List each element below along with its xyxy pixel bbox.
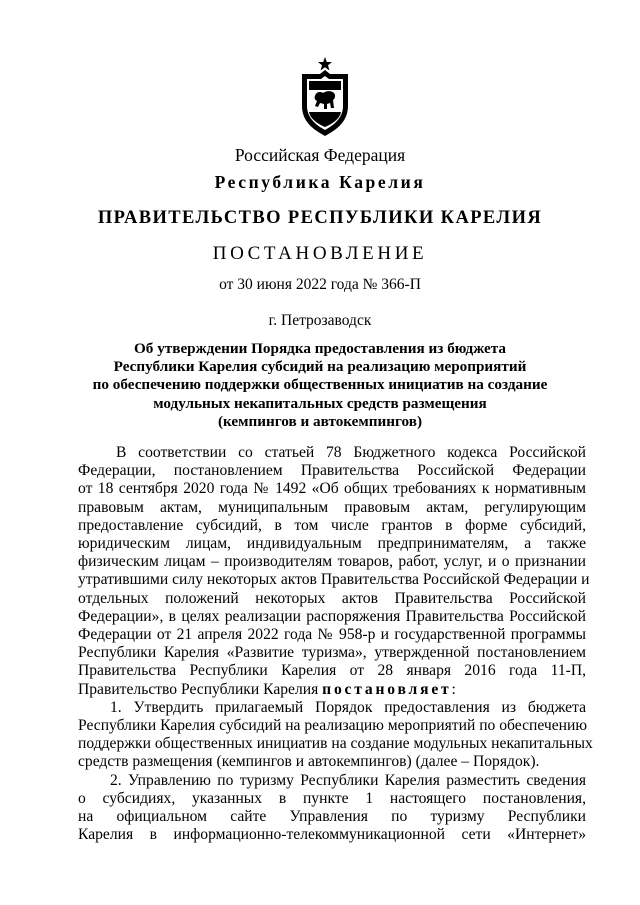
- item1-line: поддержки общественных инициатив на создание модульных некапитальных: [78, 735, 593, 753]
- preamble-line: утратившими силу некоторых актов Правительства Российской Федерации и: [78, 571, 590, 589]
- title-line: Об утверждении Порядка предоставления из бюджета: [133, 340, 507, 357]
- item1-line: Республики Карелия субсидий на реализацию мероприятий по обеспечению: [78, 717, 587, 735]
- preamble-line: Республики Карелия «Развитие туризма», утвержденной постановлением: [78, 644, 586, 662]
- document-title: [90, 340, 550, 431]
- document-type-heading: ПОСТАНОВЛЕНИЕ: [212, 243, 428, 264]
- federation-heading: Российская Федерация: [234, 145, 406, 165]
- preamble-line: правовым актам, муниципальным правовым актам, регулирующим: [78, 498, 586, 516]
- preamble-last-prefix: Правительство Республики Карелия: [78, 680, 319, 698]
- preamble-line: от 18 сентября 2020 года № 1492 «Об общих требованиях к нормативным: [78, 480, 586, 498]
- date-and-number: от 30 июня 2022 года № 366-П: [219, 276, 421, 293]
- resolves-colon: :: [451, 680, 456, 698]
- preamble-line: Федерации от 21 апреля 2022 года № 958-р и государственной программы: [78, 626, 586, 644]
- item1-line: средств размещения (кемпингов и автокемпингов) (далее – Порядок).: [78, 753, 540, 771]
- title-line: по обеспечению поддержки общественных инициатив на создание: [92, 376, 548, 394]
- title-line: (кемпингов и автокемпингов): [217, 412, 423, 430]
- preamble-line: В соответствии со статьей 78 Бюджетного кодекса Российской: [116, 444, 586, 461]
- government-heading: ПРАВИТЕЛЬСТВО РЕСПУБЛИКИ КАРЕЛИЯ: [97, 208, 543, 228]
- preamble-resolution-line: [78, 681, 586, 699]
- item1-line: 1. Утвердить прилагаемый Порядок предоставления из бюджета: [110, 698, 586, 716]
- karelia-coat-of-arms-emblem: [298, 56, 352, 138]
- item2-line: на официальном сайте Управления по туризму Республики: [78, 808, 586, 826]
- title-line: Республики Карелия субсидий на реализацию мероприятий: [113, 358, 527, 376]
- preamble-line: юридическим лицам, индивидуальным предпринимателям, а также: [78, 535, 586, 553]
- document-body: [78, 444, 593, 844]
- item2-line: о субсидиях, указанных в пункте 1 настоящего постановления,: [78, 789, 586, 807]
- preamble-line: отдельных положений некоторых актов Правительства Российской: [78, 589, 586, 607]
- preamble-line: Правительства Республики Карелия от 28 января 2016 года 11-П,: [78, 662, 586, 680]
- preamble-line: Федерации», в целях реализации распоряжения Правительства Российской: [78, 607, 586, 625]
- item2-line: 2. Управлению по туризму Республики Карелия разместить сведения: [110, 771, 586, 789]
- title-line: модульных некапитальных средств размещения: [153, 394, 487, 412]
- preamble-line: предоставление субсидий, в том числе грантов в форме субсидий,: [78, 516, 586, 534]
- city-line: г. Петрозаводск: [268, 312, 372, 329]
- preamble-line: Федерации, постановлением Правительства Российской Федерации: [78, 462, 586, 480]
- preamble-line: физическим лицам – производителям товаров, работ, услуг, и о признании: [78, 553, 586, 571]
- resolves-word: постановляет: [322, 680, 452, 698]
- item2-line: Карелия в информационно-телекоммуникационной сети «Интернет»: [78, 826, 586, 844]
- republic-heading: Республика Карелия: [214, 172, 426, 192]
